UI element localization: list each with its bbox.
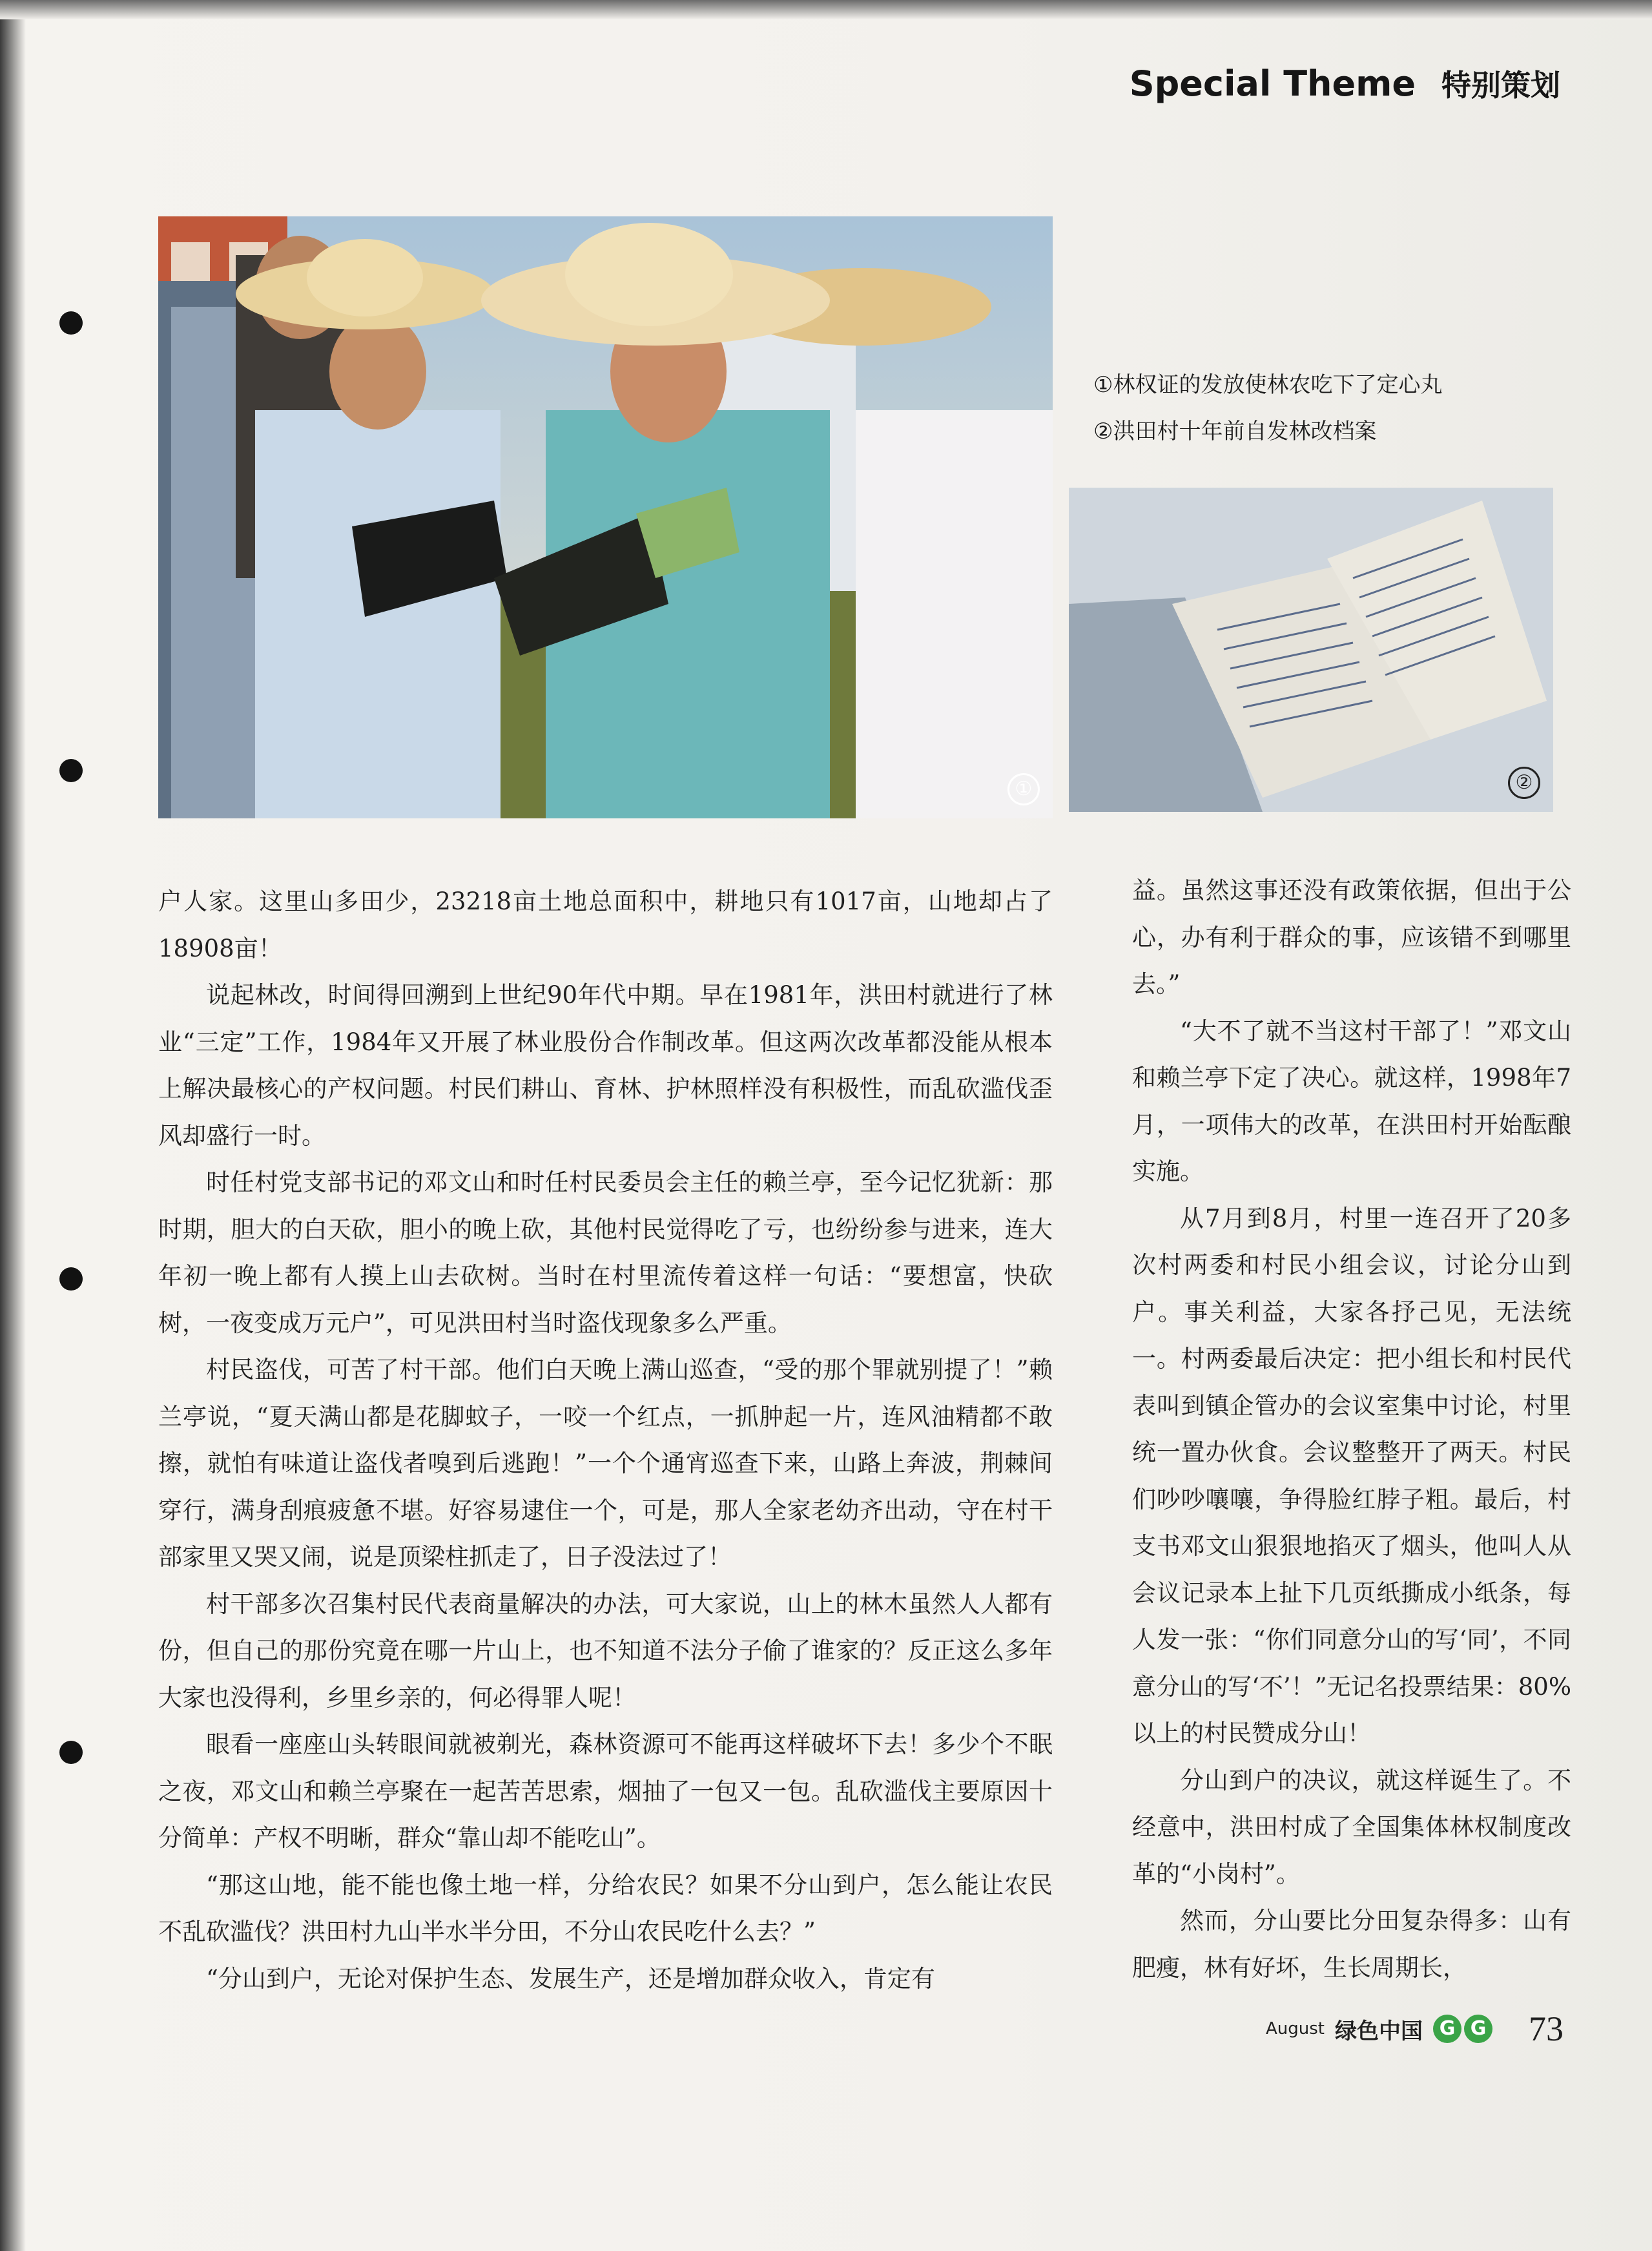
paragraph: “那这山地，能不能也像土地一样，分给农民？如果不分山到户，怎么能让农民不乱砍滥伐？洪田村九山半水半分田，不分山农民吃什么去？” bbox=[158, 1871, 1053, 1945]
paragraph: 然而，分山要比分田复杂得多：山有肥瘦，林有好坏，生长周期长， bbox=[1132, 1907, 1571, 1982]
section-title-zh: 特别策划 bbox=[1441, 68, 1560, 103]
photo-villagers-illustration bbox=[158, 216, 1053, 818]
logo-letter: G bbox=[1464, 2015, 1492, 2043]
footer-magazine-name: 绿色中国 bbox=[1335, 2018, 1423, 2044]
magazine-logo bbox=[1433, 2015, 1492, 2043]
paragraph: “分山到户，无论对保护生态、发展生产，还是增加群众收入，肯定有 bbox=[206, 1964, 935, 1993]
binder-hole bbox=[59, 1741, 83, 1764]
section-header bbox=[1130, 62, 1560, 105]
footer-month: August bbox=[1266, 2019, 1325, 2038]
caption-2: ②洪田村十年前自发林改档案 bbox=[1093, 419, 1377, 444]
photo-villagers-reading-certificates bbox=[158, 216, 1053, 818]
paragraph: 村干部多次召集村民代表商量解决的办法，可大家说，山上的林木虽然人人都有份，但自己的那份究竟在哪一片山上，也不知道不法分子偷了谁家的？反正这么多年大家也没得利，乡里乡亲的，何必得罪人呢！ bbox=[158, 1590, 1053, 1712]
photo-number-2: ② bbox=[1508, 767, 1540, 799]
binder-hole bbox=[59, 759, 83, 782]
page-footer bbox=[1266, 2009, 1564, 2049]
caption-1: ①林权证的发放使林农吃下了定心丸 bbox=[1093, 372, 1443, 398]
page-top-edge bbox=[0, 0, 1652, 19]
paragraph: 分山到户的决议，就这样诞生了。不经意中，洪田村成了全国集体林权制度改革的“小岗村”。 bbox=[1132, 1766, 1571, 1888]
paragraph: 村民盗伐，可苦了村干部。他们白天晚上满山巡查，“受的那个罪就别提了！”赖兰亭说，“夏天满山都是花脚蚊子，一咬一个红点，一抓肿起一片，连风油精都不敢擦，就怕有味道让盗伐者嗅到后逃跑！”一个个通宵巡查下来，山路上奔波，荆棘间穿行，满身刮痕疲惫不堪。好容易逮住一个，可是，那人全家老幼齐出动，守在村干部家里又哭又闹，说是顶梁柱抓走了，日子没法过了！ bbox=[158, 1356, 1053, 1571]
logo-letter: G bbox=[1433, 2015, 1461, 2043]
binder-hole bbox=[59, 311, 83, 335]
paragraph: 从7月到8月，村里一连召开了20多次村两委和村民小组会议，讨论分山到户。事关利益，大家各抒己见，无法统一。村两委最后决定：把小组长和村民代表叫到镇企管办的会议室集中讨论，村里统一置办伙食。会议整整开了两天。村民们吵吵嚷嚷，争得脸红脖子粗。最后，村支书邓文山狠狠地掐灭了烟头，他叫人从会议记录本上扯下几页纸撕成小纸条，每人发一张：“你们同意分山的写‘同’，不同意分山的写‘不’！”无记名投票结果：80%以上的村民赞成分山！ bbox=[1132, 1204, 1571, 1747]
article-column-left bbox=[158, 878, 1053, 2002]
article-column-right bbox=[1132, 867, 1571, 1991]
paragraph: 户人家。这里山多田少，23218亩土地总面积中，耕地只有1017亩，山地却占了18908亩！ bbox=[158, 887, 1053, 962]
photo-captions bbox=[1093, 362, 1442, 455]
page-number: 73 bbox=[1529, 2009, 1564, 2048]
paragraph: “大不了就不当这村干部了！”邓文山和赖兰亭下定了决心。就这样，1998年7月，一项伟大的改革，在洪田村开始酝酿实施。 bbox=[1132, 1017, 1571, 1185]
paragraph: 时任村党支部书记的邓文山和时任村民委员会主任的赖兰亭，至今记忆犹新：那时期，胆大的白天砍，胆小的晚上砍，其他村民觉得吃了亏，也纷纷参与进来，连大年初一晚上都有人摸上山去砍树。当时在村里流传着这样一句话：“要想富，快砍树，一夜变成万元户”，可见洪田村当时盗伐现象多么严重。 bbox=[158, 1168, 1053, 1337]
photo-number-1: ① bbox=[1007, 773, 1040, 805]
paragraph: 说起林改，时间得回溯到上世纪90年代中期。早在1981年，洪田村就进行了林业“三定”工作，1984年又开展了林业股份合作制改革。但这两次改革都没能从根本上解决最核心的产权问题。村民们耕山、育林、护林照样没有积极性，而乱砍滥伐歪风却盛行一时。 bbox=[158, 981, 1053, 1150]
photo-archive-notebook bbox=[1069, 488, 1553, 812]
paragraph: 益。虽然这事还没有政策依据，但出于公心，办有利于群众的事，应该错不到哪里去。” bbox=[1132, 877, 1571, 998]
binder-hole bbox=[59, 1267, 83, 1291]
section-title-en: Special Theme bbox=[1129, 63, 1416, 104]
paragraph: 眼看一座座山头转眼间就被剃光，森林资源可不能再这样破坏下去！多少个不眠之夜，邓文山和赖兰亭聚在一起苦苦思索，烟抽了一包又一包。乱砍滥伐主要原因十分简单：产权不明晰，群众“靠山却不能吃山”。 bbox=[158, 1730, 1053, 1852]
photo-notebook-illustration bbox=[1069, 488, 1553, 812]
